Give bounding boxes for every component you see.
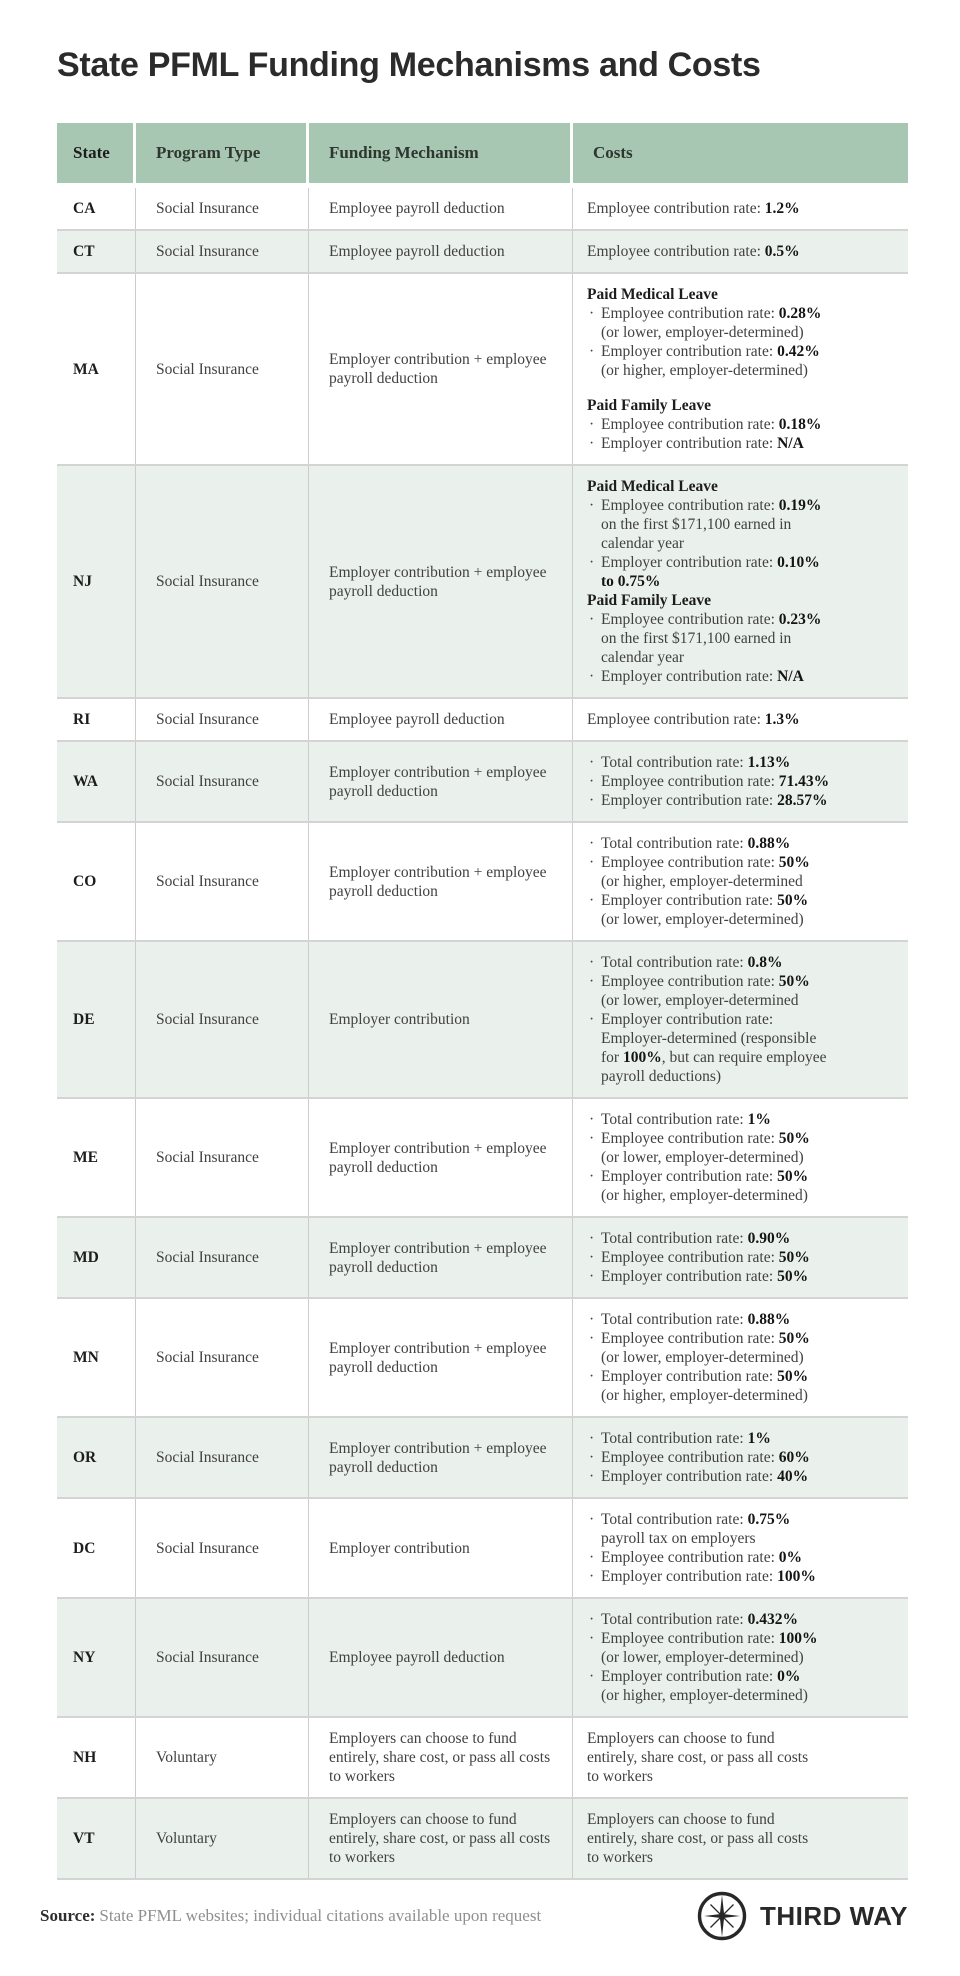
state-cell: MN	[57, 1299, 136, 1416]
costs-line: · Employee contribution rate: 60%	[589, 1449, 810, 1466]
costs-cell	[573, 231, 908, 272]
state-cell: RI	[57, 699, 136, 740]
table-row-or	[57, 1416, 908, 1497]
funding-mechanism-cell: Employee payroll deduction	[309, 1599, 573, 1716]
funding-mechanism-cell: Employer contribution + employee payroll deduction	[309, 1418, 573, 1497]
bullet-dot: ·	[589, 497, 595, 514]
costs-cell	[573, 942, 908, 1097]
costs-cell	[573, 1218, 908, 1297]
costs-line: · Total contribution rate: 1%	[589, 1111, 771, 1128]
costs-subheading: Paid Medical Leave	[587, 478, 718, 495]
bullet-dot: ·	[589, 1568, 595, 1585]
costs-line: (or higher, employer-determined)	[601, 1687, 808, 1704]
costs-subheading: Paid Family Leave	[587, 592, 711, 609]
funding-mechanism-cell: Employer contribution + employee payroll deduction	[309, 466, 573, 697]
costs-cell	[573, 1718, 908, 1797]
costs-line: · Total contribution rate: 0.432%	[589, 1611, 798, 1628]
costs-line: for 100%, but can require employee	[601, 1049, 827, 1066]
bullet-dot: ·	[589, 1468, 595, 1485]
program-type-cell: Social Insurance	[136, 231, 309, 272]
bullet-dot: ·	[589, 1230, 595, 1247]
costs-cell	[573, 823, 908, 940]
bullet-dot: ·	[589, 1268, 595, 1285]
state-cell: DC	[57, 1499, 136, 1597]
funding-mechanism-cell: Employer contribution	[309, 942, 573, 1097]
costs-line: · Employee contribution rate: 100%	[589, 1630, 818, 1647]
costs-line: · Employer contribution rate: 40%	[589, 1468, 809, 1485]
costs-subheading: Paid Medical Leave	[587, 286, 718, 303]
program-type-cell: Social Insurance	[136, 1418, 309, 1497]
costs-line: on the first $171,100 earned in	[601, 630, 792, 647]
costs-line: (or lower, employer-determined)	[601, 911, 804, 928]
program-type-cell: Social Insurance	[136, 1299, 309, 1416]
program-type-cell: Social Insurance	[136, 942, 309, 1097]
bullet-dot: ·	[589, 1611, 595, 1628]
bullet-dot: ·	[589, 343, 595, 360]
funding-mechanism-cell: Employers can choose to fund entirely, share cost, or pass all costs to workers	[309, 1718, 573, 1797]
costs-line: calendar year	[601, 649, 685, 666]
state-cell: ME	[57, 1099, 136, 1216]
source-line	[40, 1906, 541, 1926]
program-type-cell: Voluntary	[136, 1799, 309, 1878]
bullet-dot: ·	[589, 973, 595, 990]
costs-line: · Employee contribution rate: 0.28%	[589, 305, 822, 322]
table-row-ri	[57, 697, 908, 740]
costs-line: on the first $171,100 earned in	[601, 516, 792, 533]
costs-line: Employers can choose to fund	[587, 1730, 775, 1747]
bullet-dot: ·	[589, 1511, 595, 1528]
costs-line: · Employer contribution rate: 0.42%	[589, 343, 820, 360]
source-text: State PFML websites; individual citations available upon request	[99, 1906, 542, 1925]
funding-mechanism-cell: Employer contribution + employee payroll deduction	[309, 274, 573, 464]
bullet-dot: ·	[589, 954, 595, 971]
costs-line: · Total contribution rate: 0.88%	[589, 835, 791, 852]
state-cell: VT	[57, 1799, 136, 1878]
funding-mechanism-cell: Employer contribution + employee payroll deduction	[309, 823, 573, 940]
costs-line: · Employer contribution rate: 50%	[589, 1368, 809, 1385]
costs-line: · Employer contribution rate: 50%	[589, 1268, 809, 1285]
source-label: Source:	[40, 1906, 96, 1925]
program-type-cell: Social Insurance	[136, 742, 309, 821]
bullet-dot: ·	[589, 854, 595, 871]
costs-line: (or higher, employer-determined)	[601, 1187, 808, 1204]
bullet-dot: ·	[589, 305, 595, 322]
bullet-dot: ·	[589, 1668, 595, 1685]
costs-line: · Employee contribution rate: 50%	[589, 1330, 810, 1347]
table-row-wa	[57, 740, 908, 821]
funding-mechanism-cell: Employee payroll deduction	[309, 231, 573, 272]
state-cell: CO	[57, 823, 136, 940]
funding-mechanism-cell: Employer contribution + employee payroll deduction	[309, 1099, 573, 1216]
costs-line: · Total contribution rate: 0.8%	[589, 954, 783, 971]
costs-line: · Employer contribution rate: N/A	[589, 668, 804, 685]
costs-line: (or higher, employer-determined	[601, 873, 803, 890]
column-header-state: State	[57, 123, 136, 183]
pfml-table	[57, 123, 908, 1880]
program-type-cell: Social Insurance	[136, 1218, 309, 1297]
table-row-nj	[57, 464, 908, 697]
funding-mechanism-cell: Employer contribution	[309, 1499, 573, 1597]
state-cell: MD	[57, 1218, 136, 1297]
costs-line: · Employee contribution rate: 0.18%	[589, 416, 822, 433]
costs-cell	[573, 1418, 908, 1497]
funding-mechanism-cell: Employer contribution + employee payroll deduction	[309, 1299, 573, 1416]
costs-line: Employers can choose to fund	[587, 1811, 775, 1828]
costs-cell	[573, 1299, 908, 1416]
costs-line: · Employer contribution rate: N/A	[589, 435, 804, 452]
column-header-funding-mechanism: Funding Mechanism	[309, 123, 573, 183]
program-type-cell: Social Insurance	[136, 466, 309, 697]
bullet-dot: ·	[589, 668, 595, 685]
table-row-ny	[57, 1597, 908, 1716]
costs-cell	[573, 699, 908, 740]
bullet-dot: ·	[589, 1168, 595, 1185]
bullet-dot: ·	[589, 416, 595, 433]
state-cell: CT	[57, 231, 136, 272]
table-body	[57, 188, 908, 1880]
costs-line: payroll deductions)	[601, 1068, 722, 1085]
costs-cell	[573, 742, 908, 821]
costs-line: · Employer contribution rate: 0%	[589, 1668, 801, 1685]
logo-text: THIRD WAY	[760, 1900, 908, 1931]
costs-line: Employee contribution rate: 1.3%	[587, 711, 800, 728]
table-row-co	[57, 821, 908, 940]
costs-cell	[573, 188, 908, 229]
bullet-dot: ·	[589, 1130, 595, 1147]
bullet-dot: ·	[589, 773, 595, 790]
costs-line: (or higher, employer-determined)	[601, 362, 808, 379]
costs-line: (or higher, employer-determined)	[601, 1387, 808, 1404]
bullet-dot: ·	[589, 1368, 595, 1385]
costs-line: · Employee contribution rate: 50%	[589, 1249, 810, 1266]
table-row-de	[57, 940, 908, 1097]
column-header-program-type: Program Type	[136, 123, 309, 183]
bullet-dot: ·	[589, 1630, 595, 1647]
state-cell: OR	[57, 1418, 136, 1497]
costs-line: · Employer contribution rate: 0.10%	[589, 554, 820, 571]
state-cell: DE	[57, 942, 136, 1097]
page-title: State PFML Funding Mechanisms and Costs	[57, 46, 761, 84]
program-type-cell: Social Insurance	[136, 823, 309, 940]
table-row-me	[57, 1097, 908, 1216]
costs-line: · Employee contribution rate: 0.19%	[589, 497, 822, 514]
costs-line: · Employee contribution rate: 71.43%	[589, 773, 830, 790]
state-cell: MA	[57, 274, 136, 464]
costs-cell	[573, 1099, 908, 1216]
program-type-cell: Social Insurance	[136, 1599, 309, 1716]
costs-line: · Employee contribution rate: 50%	[589, 973, 810, 990]
costs-line: (or lower, employer-determined)	[601, 324, 804, 341]
program-type-cell: Social Insurance	[136, 274, 309, 464]
state-cell: NY	[57, 1599, 136, 1716]
costs-cell	[573, 466, 908, 697]
bullet-dot: ·	[589, 1549, 595, 1566]
funding-mechanism-cell: Employers can choose to fund entirely, share cost, or pass all costs to workers	[309, 1799, 573, 1878]
funding-mechanism-cell: Employer contribution + employee payroll deduction	[309, 742, 573, 821]
compass-star-icon	[696, 1890, 748, 1942]
program-type-cell: Social Insurance	[136, 1499, 309, 1597]
bullet-dot: ·	[589, 1011, 595, 1028]
bullet-dot: ·	[589, 792, 595, 809]
table-row-nh	[57, 1716, 908, 1797]
funding-mechanism-cell: Employer contribution + employee payroll deduction	[309, 1218, 573, 1297]
bullet-dot: ·	[589, 1330, 595, 1347]
bullet-dot: ·	[589, 1449, 595, 1466]
table-row-mn	[57, 1297, 908, 1416]
costs-line: Employee contribution rate: 1.2%	[587, 200, 800, 217]
program-type-cell: Social Insurance	[136, 1099, 309, 1216]
bullet-dot: ·	[589, 1249, 595, 1266]
costs-cell	[573, 274, 908, 464]
table-row-ma	[57, 272, 908, 464]
footer	[40, 1856, 908, 1976]
program-type-cell: Social Insurance	[136, 188, 309, 229]
state-cell: WA	[57, 742, 136, 821]
bullet-dot: ·	[589, 892, 595, 909]
costs-line: · Total contribution rate: 1%	[589, 1430, 771, 1447]
costs-line: · Employer contribution rate: 50%	[589, 1168, 809, 1185]
bullet-dot: ·	[589, 835, 595, 852]
bullet-dot: ·	[589, 754, 595, 771]
costs-line: · Employer contribution rate: 28.57%	[589, 792, 828, 809]
table-row-dc	[57, 1497, 908, 1597]
state-cell: NH	[57, 1718, 136, 1797]
costs-line: calendar year	[601, 535, 685, 552]
costs-line: · Employer contribution rate: 50%	[589, 892, 809, 909]
costs-line: entirely, share cost, or pass all costs	[587, 1830, 809, 1847]
costs-line: Employee contribution rate: 0.5%	[587, 243, 800, 260]
costs-line: · Employer contribution rate: 100%	[589, 1568, 816, 1585]
costs-line: (or lower, employer-determined)	[601, 1149, 804, 1166]
costs-cell	[573, 1599, 908, 1716]
table-row-md	[57, 1216, 908, 1297]
costs-line: · Total contribution rate: 0.90%	[589, 1230, 791, 1247]
table-row-ct	[57, 229, 908, 272]
costs-line: (or lower, employer-determined	[601, 992, 799, 1009]
bullet-dot: ·	[589, 1430, 595, 1447]
costs-line: (or lower, employer-determined)	[601, 1649, 804, 1666]
third-way-logo	[696, 1890, 908, 1942]
program-type-cell: Voluntary	[136, 1718, 309, 1797]
costs-line: · Employer contribution rate:	[589, 1011, 774, 1028]
costs-line: · Employee contribution rate: 0%	[589, 1549, 803, 1566]
costs-line: to 0.75%	[601, 573, 661, 590]
state-cell: CA	[57, 188, 136, 229]
costs-subheading: Paid Family Leave	[587, 397, 711, 414]
costs-line: · Total contribution rate: 1.13%	[589, 754, 791, 771]
state-cell: NJ	[57, 466, 136, 697]
costs-line: Employer-determined (responsible	[601, 1030, 817, 1047]
bullet-dot: ·	[589, 611, 595, 628]
costs-line: to workers	[587, 1849, 653, 1866]
costs-line: · Total contribution rate: 0.75%	[589, 1511, 791, 1528]
bullet-dot: ·	[589, 435, 595, 452]
costs-line: entirely, share cost, or pass all costs	[587, 1749, 809, 1766]
costs-cell	[573, 1499, 908, 1597]
table-row-ca	[57, 188, 908, 229]
column-header-costs: Costs	[573, 123, 908, 183]
costs-line: (or lower, employer-determined)	[601, 1349, 804, 1366]
costs-line: payroll tax on employers	[601, 1530, 756, 1547]
funding-mechanism-cell: Employee payroll deduction	[309, 188, 573, 229]
bullet-dot: ·	[589, 1111, 595, 1128]
costs-line: · Employee contribution rate: 50%	[589, 1130, 810, 1147]
costs-line: · Employee contribution rate: 50%	[589, 854, 810, 871]
bullet-dot: ·	[589, 554, 595, 571]
program-type-cell: Social Insurance	[136, 699, 309, 740]
costs-line: to workers	[587, 1768, 653, 1785]
funding-mechanism-cell: Employee payroll deduction	[309, 699, 573, 740]
costs-line: · Employee contribution rate: 0.23%	[589, 611, 822, 628]
table-header-row	[57, 123, 908, 183]
costs-line: · Total contribution rate: 0.88%	[589, 1311, 791, 1328]
bullet-dot: ·	[589, 1311, 595, 1328]
